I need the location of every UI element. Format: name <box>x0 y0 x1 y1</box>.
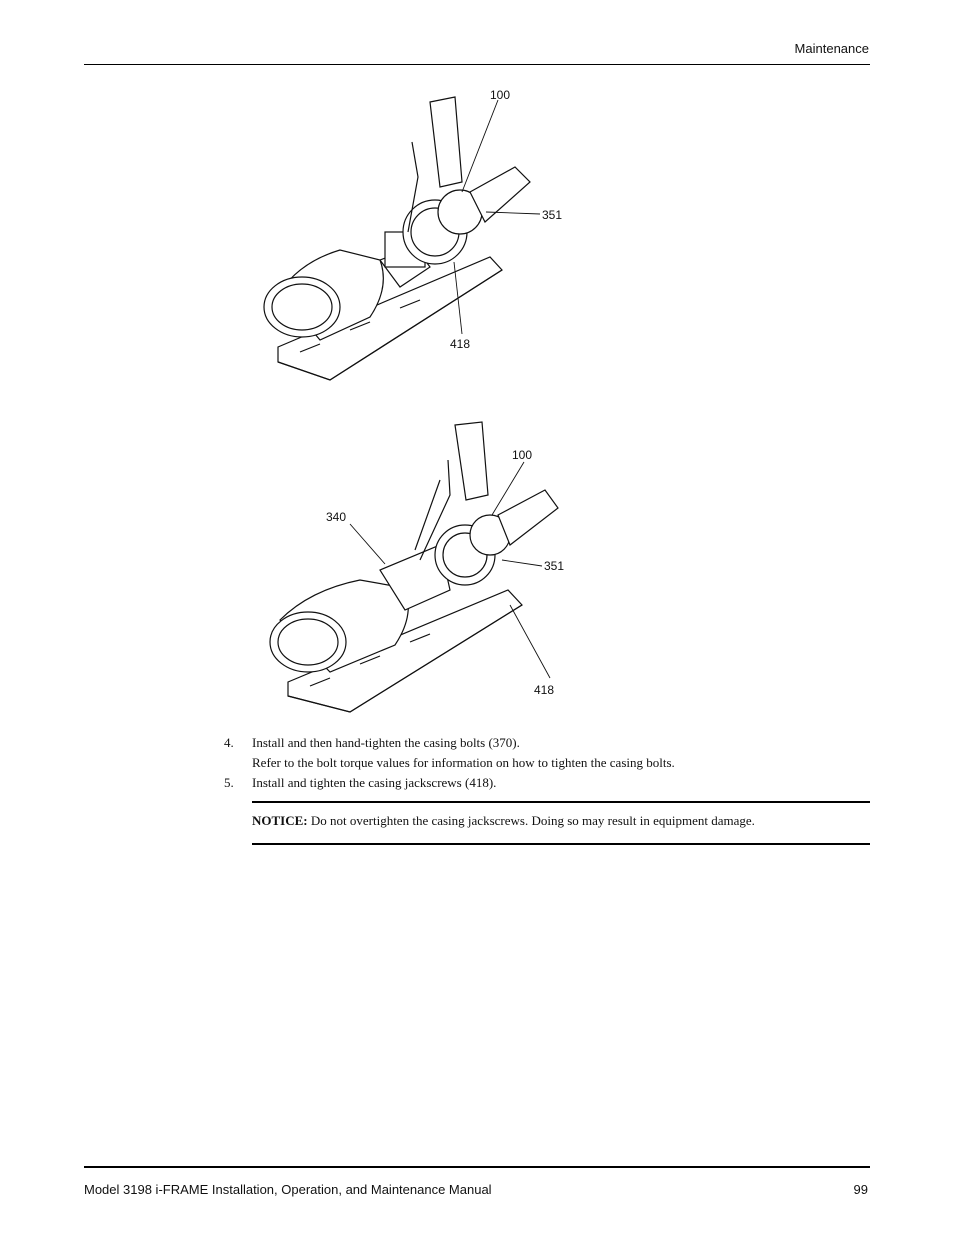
pump-illustration-2 <box>270 422 558 712</box>
header-rule <box>84 64 870 65</box>
step-4 <box>224 733 870 753</box>
callout-351: 351 <box>542 208 563 222</box>
step-text: Install and then hand-tighten the casing bolts (370). <box>252 735 520 750</box>
pump-assembly-figure-2 <box>240 420 580 720</box>
footer-rule <box>84 1166 870 1168</box>
notice-box <box>252 801 870 845</box>
notice-label: NOTICE: <box>252 813 308 828</box>
running-header: Maintenance <box>794 41 869 56</box>
step-5 <box>224 773 870 793</box>
step-4-detail: Refer to the bolt torque values for information on how to tighten the casing bolts. <box>252 755 675 770</box>
callout-340: 340 <box>326 510 347 524</box>
callout-418: 418 <box>534 683 555 697</box>
step-number: 5. <box>224 775 234 790</box>
procedure-steps <box>224 733 870 793</box>
callout-100: 100 <box>490 88 511 102</box>
callout-418: 418 <box>450 337 471 351</box>
pump-illustration-1 <box>264 97 530 380</box>
step-text: Install and tighten the casing jackscrews (418). <box>252 775 497 790</box>
manual-title: Model 3198 i-FRAME Installation, Operation, and Maintenance Manual <box>84 1182 492 1197</box>
pump-assembly-figure-1 <box>240 82 580 392</box>
notice-text: Do not overtighten the casing jackscrews. Doing so may result in equipment damage. <box>310 813 755 828</box>
callout-100: 100 <box>512 448 533 462</box>
callout-351: 351 <box>544 559 565 573</box>
step-number: 4. <box>224 735 234 750</box>
page-number: 99 <box>853 1182 868 1197</box>
